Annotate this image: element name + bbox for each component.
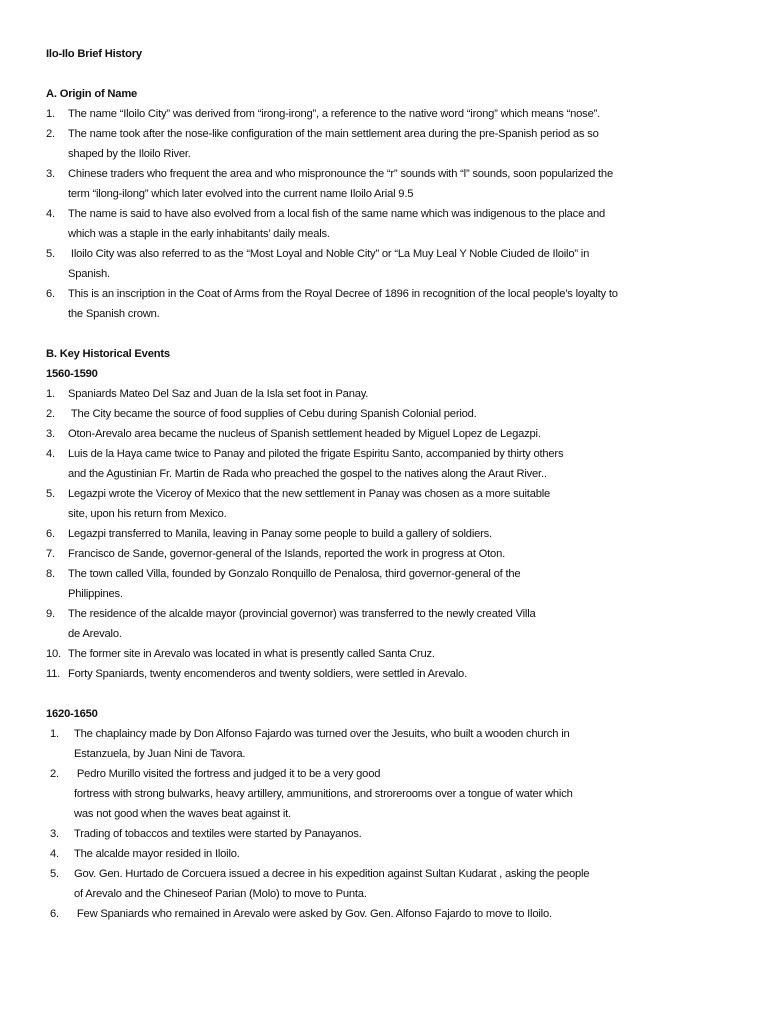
item-text-line: Legazpi transferred to Manila, leaving in Panay some people to build a gallery of soldiers. xyxy=(68,528,492,540)
item-text xyxy=(74,864,736,904)
item-text-line: Gov. Gen. Hurtado de Corcuera issued a decree in his expedition against Sultan Kudarat , asking the people xyxy=(74,868,590,880)
item-text-line: Luis de la Haya came twice to Panay and piloted the frigate Espiritu Santo, accompanied by thirty others xyxy=(68,448,564,460)
item-text-line: Francisco de Sande, governor-general of the Islands, reported the work in progress at Oton. xyxy=(68,548,506,560)
list-item xyxy=(46,104,736,124)
item-text-line: The residence of the alcalde mayor (provincial governor) was transferred to the newly created Villa xyxy=(68,608,536,620)
item-text-line: fortress with strong bulwarks, heavy artillery, ammunitions, and strorerooms over a tongue of water which xyxy=(74,788,573,800)
item-text xyxy=(68,524,736,544)
item-number: 9. xyxy=(46,608,55,620)
item-text xyxy=(68,284,736,324)
item-text-line: Few Spaniards who remained in Arevalo were asked by Gov. Gen. Alfonso Fajardo to move to Iloilo. xyxy=(74,908,552,920)
spacer xyxy=(46,324,736,344)
item-number: 1. xyxy=(50,728,59,740)
list-item xyxy=(46,524,736,544)
list-item xyxy=(46,284,736,324)
item-number: 3. xyxy=(46,168,55,180)
list-item xyxy=(46,124,736,164)
item-text-line: The name is said to have also evolved from a local fish of the same name which was indigenous to the place and xyxy=(68,208,606,220)
item-number: 5. xyxy=(46,488,55,500)
item-text-line: term “ilong-ilong” which later evolved into the current name Iloilo Arial 9.5 xyxy=(68,188,414,200)
list-item xyxy=(46,724,736,764)
section-a-heading: A. Origin of Name xyxy=(46,88,138,100)
item-number: 3. xyxy=(46,428,55,440)
item-number: 8. xyxy=(46,568,55,580)
item-text-line: Trading of tobaccos and textiles were started by Panayanos. xyxy=(74,828,362,840)
item-number: 11. xyxy=(46,668,61,680)
item-text-line: the Spanish crown. xyxy=(68,308,160,320)
list-item xyxy=(46,844,736,864)
item-number: 6. xyxy=(50,908,59,920)
item-text xyxy=(68,404,736,424)
item-number: 2. xyxy=(50,768,59,780)
item-text-line: The City became the source of food supplies of Cebu during Spanish Colonial period. xyxy=(68,408,477,420)
list-item xyxy=(46,544,736,564)
list-item xyxy=(46,664,736,684)
document-page xyxy=(46,44,736,924)
item-text-line: The name took after the nose-like configuration of the main settlement area during the pre-Spanish period as so xyxy=(68,128,599,140)
list-item xyxy=(46,604,736,644)
item-text-line: Oton-Arevalo area became the nucleus of Spanish settlement headed by Miguel Lopez de Legazpi. xyxy=(68,428,541,440)
period-1620-heading: 1620-1650 xyxy=(46,708,98,720)
item-number: 2. xyxy=(46,128,55,140)
item-text-line: Philippines. xyxy=(68,588,123,600)
events-1560-list xyxy=(46,384,736,684)
item-text-line: shaped by the Iloilo River. xyxy=(68,148,191,160)
item-text-line: was not good when the waves beat against it. xyxy=(74,808,291,820)
item-number: 7. xyxy=(46,548,55,560)
item-number: 1. xyxy=(46,108,55,120)
item-number: 4. xyxy=(50,848,59,860)
item-text xyxy=(68,484,736,524)
item-text xyxy=(74,724,736,764)
item-text-line: and the Agustinian Fr. Martin de Rada who preached the gospel to the natives along the Araut River.. xyxy=(68,468,547,480)
list-item xyxy=(46,864,736,904)
item-number: 4. xyxy=(46,208,55,220)
item-text xyxy=(68,104,736,124)
period-1560-heading: 1560-1590 xyxy=(46,368,98,380)
item-text xyxy=(68,544,736,564)
item-text-line: Spaniards Mateo Del Saz and Juan de la Isla set foot in Panay. xyxy=(68,388,369,400)
list-item xyxy=(46,404,736,424)
item-text xyxy=(74,764,736,824)
list-item xyxy=(46,484,736,524)
list-item xyxy=(46,444,736,484)
item-text-line: The name “Iloilo City” was derived from “irong-irong”, a reference to the native word “irong” which means “nose”. xyxy=(68,108,601,120)
list-item xyxy=(46,904,736,924)
list-item xyxy=(46,644,736,664)
item-text-line: Iloilo City was also referred to as the “Most Loyal and Noble City” or “La Muy Leal Y Noble Ciuded de Iloilo” in xyxy=(68,248,590,260)
item-number: 6. xyxy=(46,528,55,540)
item-number: 3. xyxy=(50,828,59,840)
events-1620-list xyxy=(46,724,736,924)
item-text xyxy=(74,844,736,864)
item-number: 10. xyxy=(46,648,61,660)
list-item xyxy=(46,764,736,824)
list-item xyxy=(46,164,736,204)
item-number: 4. xyxy=(46,448,55,460)
item-text xyxy=(68,384,736,404)
spacer xyxy=(46,684,736,704)
item-text xyxy=(68,444,736,484)
item-text xyxy=(68,604,736,644)
list-item xyxy=(46,244,736,284)
item-text-line: of Arevalo and the Chineseof Parian (Molo) to move to Punta. xyxy=(74,888,367,900)
item-text xyxy=(68,124,736,164)
item-text-line: The former site in Arevalo was located in what is presently called Santa Cruz. xyxy=(68,648,435,660)
item-text xyxy=(74,904,736,924)
item-text xyxy=(68,644,736,664)
list-item xyxy=(46,564,736,604)
item-text xyxy=(68,564,736,604)
item-text-line: Forty Spaniards, twenty encomenderos and twenty soldiers, were settled in Arevalo. xyxy=(68,668,467,680)
item-text-line: The chaplaincy made by Don Alfonso Fajardo was turned over the Jesuits, who built a wooden church in xyxy=(74,728,570,740)
item-text-line: Estanzuela, by Juan Nini de Tavora. xyxy=(74,748,246,760)
item-text-line: This is an inscription in the Coat of Arms from the Royal Decree of 1896 in recognition of the local people’s loyalty to xyxy=(68,288,618,300)
item-text-line: de Arevalo. xyxy=(68,628,122,640)
section-b-heading: B. Key Historical Events xyxy=(46,348,170,360)
item-number: 2. xyxy=(46,408,55,420)
item-text xyxy=(68,424,736,444)
item-text xyxy=(68,244,736,284)
item-text-line: Spanish. xyxy=(68,268,110,280)
origin-of-name-list xyxy=(46,104,736,324)
item-text-line: The alcalde mayor resided in Iloilo. xyxy=(74,848,240,860)
item-number: 5. xyxy=(46,248,55,260)
item-text xyxy=(74,824,736,844)
item-number: 6. xyxy=(46,288,55,300)
item-text xyxy=(68,164,736,204)
item-number: 5. xyxy=(50,868,59,880)
item-text-line: Legazpi wrote the Viceroy of Mexico that the new settlement in Panay was chosen as a more suitable xyxy=(68,488,551,500)
document-title: Ilo-Ilo Brief History xyxy=(46,48,142,60)
item-number: 1. xyxy=(46,388,55,400)
list-item xyxy=(46,424,736,444)
item-text-line: site, upon his return from Mexico. xyxy=(68,508,227,520)
list-item xyxy=(46,384,736,404)
item-text xyxy=(68,664,736,684)
list-item xyxy=(46,824,736,844)
spacer xyxy=(46,64,736,84)
item-text-line: Pedro Murillo visited the fortress and judged it to be a very good xyxy=(74,768,381,780)
item-text-line: which was a staple in the early inhabitants’ daily meals. xyxy=(68,228,330,240)
list-item xyxy=(46,204,736,244)
item-text xyxy=(68,204,736,244)
item-text-line: Chinese traders who frequent the area and who mispronounce the “r” sounds with “l” sounds, soon popularized the xyxy=(68,168,613,180)
item-text-line: The town called Villa, founded by Gonzalo Ronquillo de Penalosa, third governor-general of the xyxy=(68,568,521,580)
